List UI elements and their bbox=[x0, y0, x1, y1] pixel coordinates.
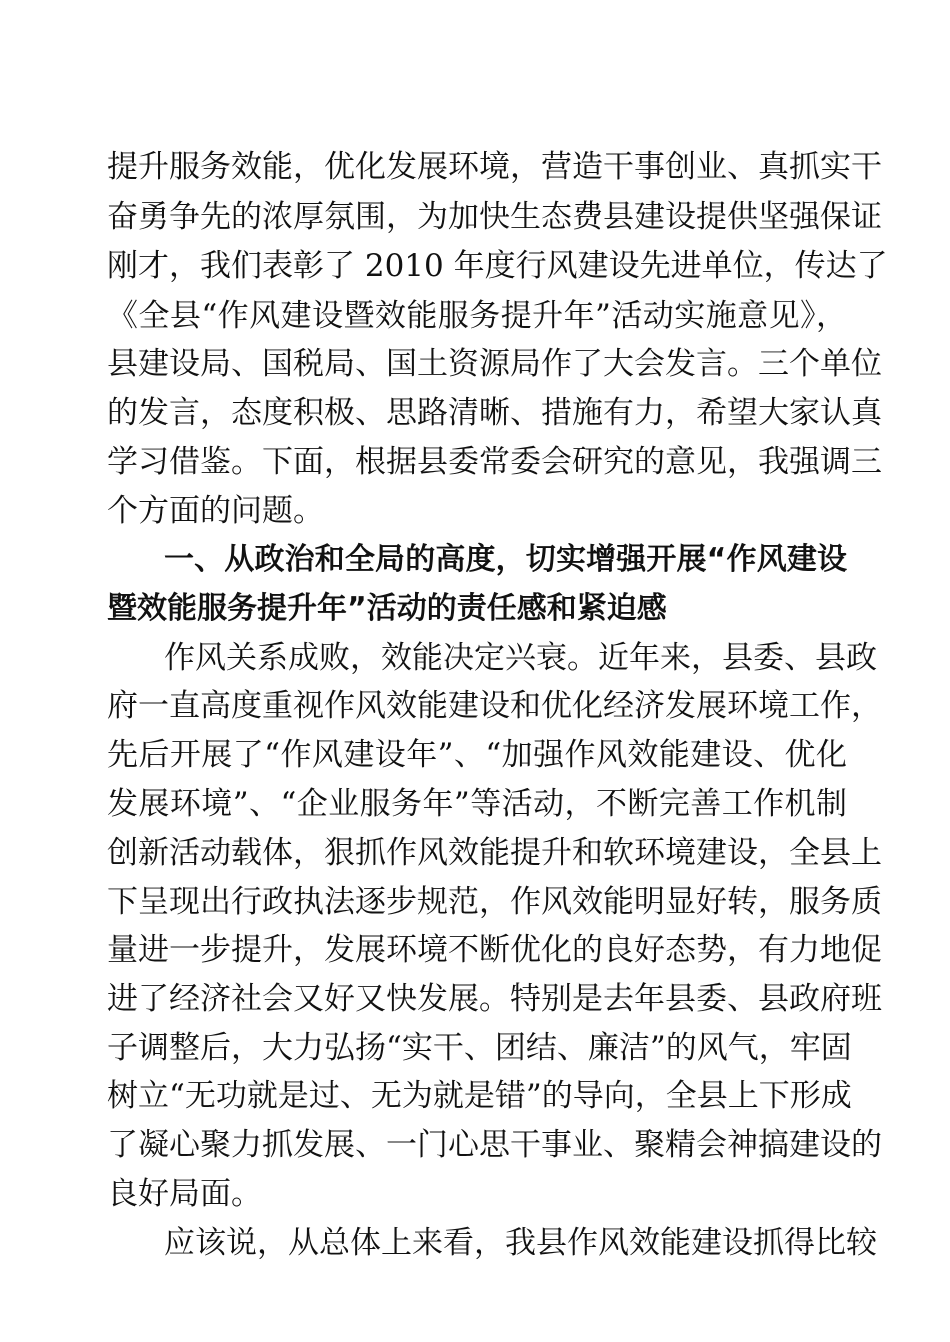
text-line: 良好局面。 bbox=[107, 1176, 262, 1212]
text-line: 子调整后，大力弘扬“实干、团结、廉洁”的风气，牢固 bbox=[107, 1030, 852, 1066]
text-line: 发展环境”、“企业服务年”等活动，不断完善工作机制 bbox=[107, 786, 847, 822]
text-line: 创新活动载体，狠抓作风效能提升和软环境建设，全县上 bbox=[107, 835, 882, 871]
text-line: 应该说，从总体上来看，我县作风效能建设抓得比较 bbox=[164, 1225, 877, 1261]
text-line: 量进一步提升，发展环境不断优化的良好态势，有力地促 bbox=[107, 932, 882, 968]
text-line: 学习借鉴。下面，根据县委常委会研究的意见，我强调三 bbox=[107, 444, 882, 480]
text-line: 县建设局、国税局、国土资源局作了大会发言。三个单位 bbox=[107, 346, 882, 382]
text-line: 个方面的问题。 bbox=[107, 493, 324, 529]
text-line: 府一直高度重视作风效能建设和优化经济发展环境工作， bbox=[107, 688, 882, 724]
text-line: 《全县“作风建设暨效能服务提升年”活动实施意见》， bbox=[107, 298, 847, 334]
text-line: 了凝心聚力抓发展、一门心思干事业、聚精会神搞建设的 bbox=[107, 1127, 882, 1163]
text-line: 的发言，态度积极、思路清晰、措施有力，希望大家认真 bbox=[107, 395, 882, 431]
section-heading-line: 暨效能服务提升年”活动的责任感和紧迫感 bbox=[107, 591, 667, 626]
text-line: 奋勇争先的浓厚氛围，为加快生态费县建设提供坚强保证 bbox=[107, 199, 882, 235]
section-heading-line: 一、从政治和全局的高度，切实增强开展“作风建设 bbox=[164, 542, 847, 577]
text-line: 先后开展了“作风建设年”、“加强作风效能建设、优化 bbox=[107, 737, 847, 773]
text-line: 作风关系成败，效能决定兴衰。近年来，县委、县政 bbox=[164, 640, 877, 676]
text-line: 提升服务效能，优化发展环境，营造干事创业、真抓实干 bbox=[107, 149, 882, 185]
text-line: 下呈现出行政执法逐步规范，作风效能明显好转，服务质 bbox=[107, 884, 882, 920]
text-line: 刚才，我们表彰了 2010 年度行风建设先进单位，传达了 bbox=[107, 248, 888, 284]
text-line: 树立“无功就是过、无为就是错”的导向，全县上下形成 bbox=[107, 1078, 852, 1114]
text-line: 进了经济社会又好又快发展。特别是去年县委、县政府班 bbox=[107, 981, 882, 1017]
